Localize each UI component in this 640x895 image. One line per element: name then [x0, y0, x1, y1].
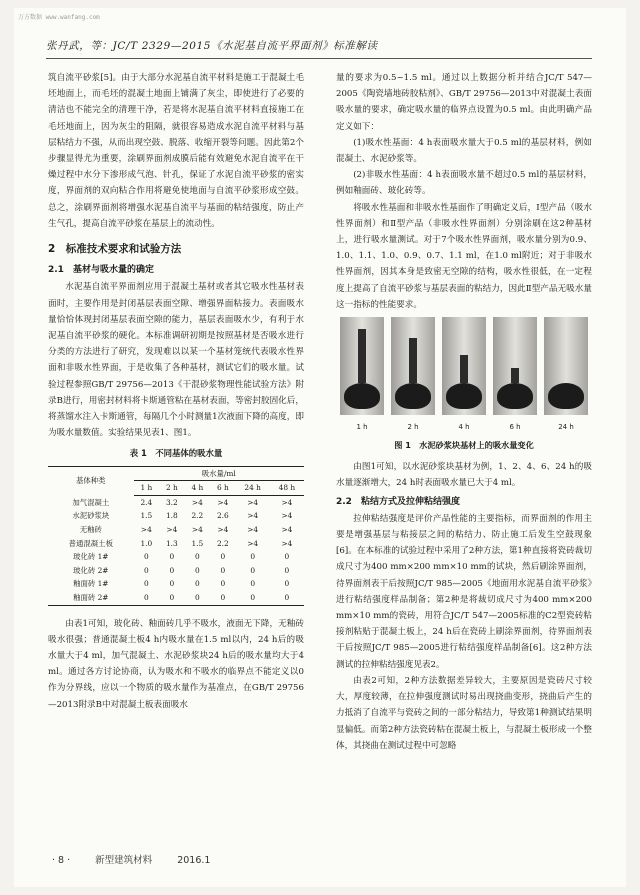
- table-cell-value: 0: [185, 591, 211, 605]
- paragraph: 量的要求为0.5~1.5 ml。通过以上数据分析并结合JC/T 547—2005《陶瓷墙地砖胶粘剂》、GB/T 29756—2013中对混凝土表面吸水量的要求，确定吸水量的临界点设置为0.5 ml。由此明确产品定义如下：: [336, 73, 592, 132]
- photo-label: 24 h: [558, 423, 574, 432]
- table-col-header: 基体种类: [48, 466, 134, 495]
- table-cell-value: 2.2: [191, 511, 204, 521]
- table-cell-value: 0: [250, 565, 256, 575]
- issue: 2016.1: [177, 855, 211, 866]
- table-cell-value: 0: [159, 591, 185, 605]
- photo-panel: [544, 317, 588, 432]
- paragraph: 水泥基自流平界面剂应用于混凝土基材或者其它吸水性基材表面时，主要作用是封闭基层表面空隙、增强界面粘接力。表面吸水量恰恰体现封闭基层表面空隙的能力，基层表面吸水少，有利于水泥基自流平砂浆的硬化。本标准调研初期是按照基材是否吸水进行分类的方法进行了研究，发现难以以某一个基材笼统代表吸水性界面和非吸水性界面，于是收集了各种基材，测试它们的吸水量。试验过程参照GB/T 29756—2013《干混砂浆物理性能试验方法》附录B进行，用密封材料将卡斯通管粘在基材表面，等密封胶固化后，将蒸馏水注入卡斯通管，每隔几个小时测量1次液面下降的高度，即为吸水量数值。实验结果见表1、图1。: [48, 282, 304, 439]
- table-row: [48, 537, 304, 551]
- watermark: 万方数据 www.wanfang.com: [18, 14, 100, 21]
- table-cell-value: 2.4: [140, 497, 153, 507]
- section-heading: 2 标准技术要求和试验方法: [48, 243, 182, 256]
- table-cell-value: >4: [217, 525, 229, 535]
- table-cell-value: 1.5: [140, 511, 153, 521]
- table-row: [48, 523, 304, 537]
- table-cell-value: 0: [270, 591, 304, 605]
- table-group-header: 吸水量/ml: [134, 466, 304, 481]
- table-cell-value: >4: [247, 511, 259, 521]
- table-cell-value: >4: [140, 525, 152, 535]
- table-cell-value: 0: [220, 552, 226, 562]
- table-cell-substrate: 普通混凝土板: [68, 538, 113, 548]
- table-cell-value: >4: [247, 525, 259, 535]
- table-cell-value: >4: [217, 497, 229, 507]
- photo-panel: [340, 317, 384, 432]
- table-row: [48, 495, 304, 509]
- table-cell-value: 0: [250, 552, 256, 562]
- absorption-table: [48, 466, 304, 606]
- journal-name: 新型建筑材料: [95, 855, 153, 866]
- table-cell-value: 0: [143, 565, 149, 575]
- table-cell-substrate: 水泥砂浆块: [72, 511, 110, 521]
- table-cell-value: 0: [220, 579, 226, 589]
- photo-label: 6 h: [509, 423, 521, 432]
- figure-caption: 图 1 水泥砂浆块基材上的吸水量变化: [394, 440, 534, 451]
- table-cell-value: 0: [169, 565, 175, 575]
- table-cell-value: 1.0: [140, 538, 153, 548]
- photo-panel: [391, 317, 435, 432]
- subsection-heading: 2.1 基材与吸水量的确定: [48, 265, 154, 276]
- subsection-heading: 2.2 粘结方式及拉伸粘结强度: [336, 496, 460, 507]
- table-cell-value: 0: [284, 565, 290, 575]
- sample-block: [344, 383, 380, 409]
- table-cell-value: 1.8: [165, 511, 178, 521]
- paragraph: 由图1可知，以水泥砂浆块基材为例，1、2、4、6、24 h的吸水量逐渐增大，24 h时表面吸水量已大于4 ml。: [336, 462, 592, 489]
- table-cell-value: >4: [281, 525, 293, 535]
- table-row: [48, 591, 304, 605]
- right-column: [336, 70, 592, 754]
- table-time-header: 24 h: [236, 481, 270, 496]
- table-cell-value: >4: [247, 497, 259, 507]
- table-cell-substrate: 玻化砖 2#: [73, 565, 109, 575]
- photo-label: 1 h: [356, 423, 368, 432]
- table-cell-value: 0: [134, 591, 160, 605]
- table-cell-substrate: 加气混凝土: [72, 497, 110, 507]
- table-row: [48, 509, 304, 523]
- liquid-column: [511, 368, 519, 383]
- table-cell-value: 3.2: [165, 497, 178, 507]
- definition-item: (2)非吸水性基面：4 h表面吸水量不超过0.5 ml的基层材料，例如釉面砖、玻化砖等。: [336, 170, 592, 197]
- table-cell-value: 1.3: [165, 538, 178, 548]
- photo-label: 2 h: [407, 423, 419, 432]
- sample-block: [446, 383, 482, 409]
- table-cell-substrate: 玻化砖 1#: [73, 552, 109, 562]
- table-cell-value: 0: [169, 552, 175, 562]
- photo-label: 4 h: [458, 423, 470, 432]
- header-rule: [46, 58, 592, 59]
- table-time-header: 4 h: [185, 481, 211, 496]
- liquid-column: [460, 355, 468, 383]
- table-cell-value: 0: [194, 552, 200, 562]
- table-row: [48, 550, 304, 564]
- page-number: · 8 ·: [52, 855, 71, 866]
- paragraph: 拉伸粘结强度是评价产品性能的主要指标，而界面剂的作用主要是增强基层与粘接层之间的粘结力、防止施工后发生空鼓现象[6]。在本标准的试验过程中采用了2种方法，第1种直接将瓷砖裁切成尺寸为400 mm×200 mm×10 mm的试块，然后刷涂界面剂，待界面剂表干后按照JC/T 985—2005《地面用水泥基自流平砂浆》进行粘结强度样品制备；第2种是将裁切成尺寸为400 mm×200 mm×10 mm的瓷砖，用符合JC/T 547—2005标准的C2型瓷砖粘接剂粘贴于混凝土板上，24 h后在瓷砖上刷涂界面剂，待界面剂表干后按照JC/T 985—2005进行粘结强度样品制备[6]。这2种方法测试的拉伸粘结强度见表2。: [336, 513, 592, 670]
- sample-block: [395, 383, 431, 409]
- table-cell-value: 0: [210, 591, 236, 605]
- sample-block: [497, 383, 533, 409]
- table-cell-value: 2.6: [216, 511, 229, 521]
- table-cell-substrate: 釉面砖 1#: [73, 579, 109, 589]
- table-cell-value: >4: [281, 538, 293, 548]
- figure-1: [336, 317, 592, 433]
- photo-panel: [442, 317, 486, 432]
- liquid-column: [409, 338, 417, 383]
- table-cell-value: >4: [166, 525, 178, 535]
- table-cell-value: 0: [284, 552, 290, 562]
- paragraph: 由表1可知，玻化砖、釉面砖几乎不吸水，液面无下降，无釉砖吸水很强；普通混凝土板4 h内吸水量在1.5 ml以内，24 h后的吸水量大于4 ml，加气混凝土、水泥砂浆块24 h后的吸水量均大于4 ml。通过各方讨论协商，认为吸水和不吸水的临界点不能定义以0作为分界线，应以一个物质的吸水量作为基准点，在GB/T 29756—2013附录B中对混凝土板表面吸水: [48, 618, 304, 710]
- table-caption: 表 1 不同基体的吸水量: [129, 448, 223, 459]
- table-cell-value: >4: [191, 525, 203, 535]
- table-time-header: 48 h: [270, 481, 304, 496]
- table-cell-value: 0: [194, 579, 200, 589]
- photo-panel: [493, 317, 537, 432]
- table-row: [48, 564, 304, 578]
- table-time-header: 1 h: [134, 481, 160, 496]
- liquid-column: [358, 329, 366, 383]
- table-cell-value: >4: [191, 497, 203, 507]
- table-cell-value: 0: [250, 579, 256, 589]
- table-time-header: 2 h: [159, 481, 185, 496]
- table-cell-value: 2.2: [216, 538, 229, 548]
- paragraph: 由表2可知，2种方法数据差异较大，主要原因是瓷砖尺寸较大，厚度较薄，在拉伸强度测试时易出现挠曲变形，挠曲后产生的力抵消了自流平与瓷砖之间的一部分粘结力，导致第1种测试结果明显偏低。而第2种方法瓷砖粘在混凝土板上，与混凝土板形成一个整体，其挠曲在测试过程中可忽略: [336, 675, 592, 751]
- table-cell-value: >4: [247, 538, 259, 548]
- table-cell-value: 0: [194, 565, 200, 575]
- table-cell-value: 0: [143, 552, 149, 562]
- paragraph: 将吸水性基面和非吸水性基面作了明确定义后，Ⅰ型产品（吸水性界面剂）和Ⅱ型产品（非吸水性界面剂）分别涂刷在这2种基材上，进行吸水量测试。对于7个吸水性界面剂，吸水量分别为0.9、1.0、1.1、1.0、0.9、0.7、1.1 ml，在1.0 ml附近；对于非吸水性界面剂，因其本身是致密无空隙的结构，吸水性很低，在一定程度上提高了自流平砂浆与基层表面的粘结力，因此Ⅱ型产品无吸水量这一指标的性能要求。: [336, 202, 592, 310]
- table-row: [48, 577, 304, 591]
- definition-item: (1)吸水性基面：4 h表面吸水量大于0.5 ml的基层材料，例如混凝土、水泥砂浆等。: [336, 137, 592, 165]
- left-column: [48, 70, 304, 713]
- table-cell-substrate: 釉面砖 2#: [48, 591, 134, 605]
- footer: [52, 852, 232, 866]
- running-header: 张丹武，等：JC/T 2329—2015《水泥基自流平界面剂》标准解读: [46, 40, 378, 52]
- table-cell-value: 0: [220, 565, 226, 575]
- sample-block: [548, 383, 584, 409]
- table-cell-value: 0: [236, 591, 270, 605]
- table-cell-value: >4: [281, 511, 293, 521]
- table-cell-substrate: 无釉砖: [79, 525, 102, 535]
- table-cell-value: >4: [281, 497, 293, 507]
- table-cell-value: 1.5: [191, 538, 204, 548]
- table-cell-value: 0: [284, 579, 290, 589]
- paragraph: 筑自流平砂浆[5]。由于大部分水泥基自流平材料是施工于混凝土毛坯地面上，而毛坯的混凝土地面上铺满了灰尘，即使进行了必要的清洁也不能完全的清理干净，若是将水泥基自流平材料直接施工在毛坯地面上，因为灰尘的阻隔，就很容易造成水泥自流平材料与基层粘结力不强，从而出现空鼓、脱落、收缩开裂等问题。因此第2个步骤显得尤为重要，涂刷界面剂成膜后能有效避免水泥自流平在干燥过程中水分下渗形成气泡、针孔，保证了水泥自流平砂浆的密实度，界面剂的双向粘合作用将避免使地面与自流平砂浆形成空鼓。总之，涂刷界面剂将增强水泥基自流平与基面的粘结强度，防止产生气孔，提高自流平砂浆在基层上的流动性。: [48, 73, 304, 229]
- table-time-header: 6 h: [210, 481, 236, 496]
- table-cell-value: 0: [169, 579, 175, 589]
- table-cell-value: 0: [143, 579, 149, 589]
